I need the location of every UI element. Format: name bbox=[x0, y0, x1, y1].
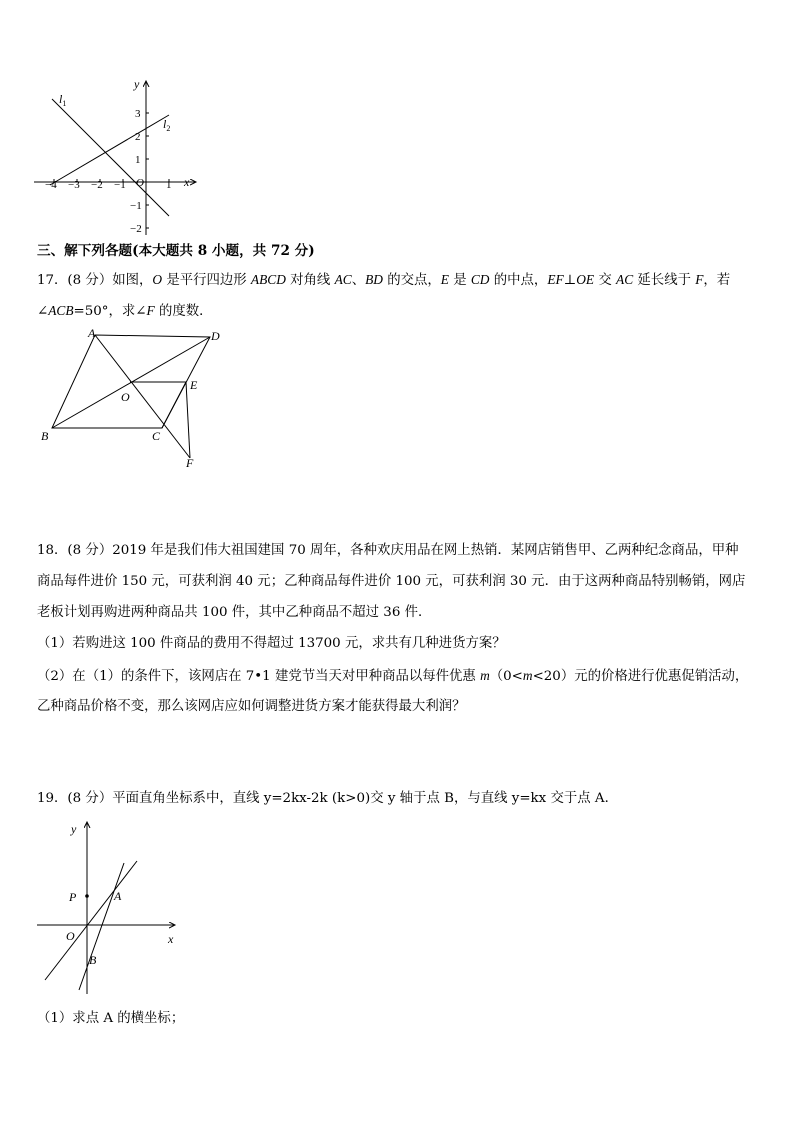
axis-label-x: x bbox=[168, 932, 174, 946]
point-label-c: C bbox=[152, 429, 161, 443]
segment-ef bbox=[186, 382, 190, 458]
point-label-b: B bbox=[41, 429, 49, 443]
point-label-a: A bbox=[114, 889, 122, 903]
line-l2-label: $l_2$ bbox=[163, 117, 171, 133]
point-label-o: O bbox=[121, 390, 130, 404]
q18-part1: （1）若购进这 100 件商品的费用不得超过 13700 元，求共有几种进货方案？ bbox=[37, 636, 506, 651]
y-tick-label: 1 bbox=[135, 154, 141, 166]
line-l2 bbox=[50, 115, 169, 185]
segment-ce bbox=[162, 382, 186, 428]
point-label-p: P bbox=[69, 890, 77, 904]
y-tick-label: −1 bbox=[130, 200, 142, 212]
y-tick-label: 2 bbox=[135, 131, 141, 143]
q17-text-line1: 17．(8 分）如图，O 是平行四边形 ABCD 对角线 AC、BD 的交点，E 是 CD 的中点，EF⊥OE 交 AC 延长线于 F，若 bbox=[37, 272, 731, 288]
q19-part1: （1）求点 A 的横坐标； bbox=[37, 1011, 185, 1026]
axis-label-y: y bbox=[71, 822, 77, 836]
y-tick-label: 3 bbox=[135, 108, 141, 120]
figure-parallelogram bbox=[35, 325, 235, 475]
line-l1 bbox=[52, 99, 169, 216]
figure-coordinate-lines bbox=[35, 818, 195, 998]
point-p bbox=[85, 894, 89, 898]
diagonal-ac-extended bbox=[95, 335, 190, 458]
x-tick-label: −4 bbox=[45, 179, 57, 191]
q17-text-line2: ∠ACB=50°，求∠F 的度数． bbox=[37, 303, 213, 319]
q18-part2-line2: 乙种商品价格不变，那么该网店应如何调整进货方案才能获得最大利润？ bbox=[37, 699, 466, 714]
axis-label-y: y bbox=[134, 77, 140, 91]
q18-text-line2: 商品每件进价 150 元，可获利润 40 元；乙种商品每件进价 100 元，可获利润 30 元．由于这两种商品特别畅销，网店 bbox=[37, 574, 746, 589]
x-tick-label: 1 bbox=[166, 179, 172, 191]
axis-label-x: x bbox=[184, 175, 190, 189]
x-tick-label: −2 bbox=[91, 179, 103, 191]
q18-text-line1: 18．(8 分）2019 年是我们伟大祖国建国 70 周年，各种欢庆用品在网上热销．某网店销售甲、乙两种纪念商品，甲种 bbox=[37, 543, 739, 558]
point-label-d: D bbox=[211, 329, 220, 343]
x-tick-label: −1 bbox=[114, 179, 126, 191]
q18-text-line3: 老板计划再购进两种商品共 100 件，其中乙种商品不超过 36 件． bbox=[37, 605, 432, 620]
section-heading: 三、解下列各题(本大题共 8 小题，共 72 分) bbox=[37, 243, 315, 259]
point-label-e: E bbox=[190, 378, 198, 392]
q18-part2-line1: （2）在（1）的条件下，该网店在 7•1 建党节当天对甲种商品以每件优惠 m（0<m<20）元的价格进行优惠促销活动， bbox=[37, 668, 749, 684]
line-l1-label: $l_1$ bbox=[59, 92, 67, 108]
q19-text-line1: 19．(8 分）平面直角坐标系中，直线 y=2kx-2k (k>0)交 y 轴于点 B，与直线 y=kx 交于点 A． bbox=[37, 791, 618, 806]
point-label-f: F bbox=[186, 456, 194, 470]
origin-label: O bbox=[66, 929, 75, 943]
x-tick-label: −3 bbox=[68, 179, 80, 191]
figure-lines-l1-l2 bbox=[30, 75, 205, 240]
point-label-a: A bbox=[88, 326, 96, 340]
point-label-b: B bbox=[89, 953, 97, 967]
y-tick-label: −2 bbox=[130, 223, 142, 235]
origin-label: O bbox=[136, 177, 144, 189]
